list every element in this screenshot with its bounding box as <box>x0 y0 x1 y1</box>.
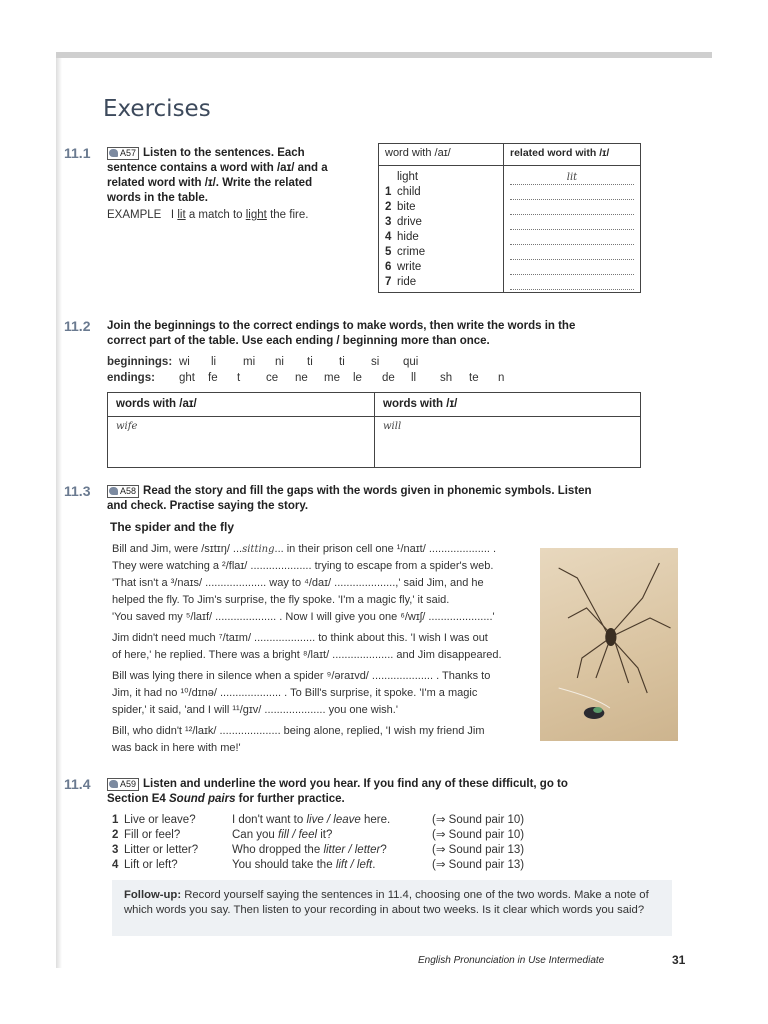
word-part: ll <box>411 372 417 384</box>
handwritten-answer: sitting <box>242 544 275 555</box>
sound-pair-reference: (⇒ Sound pair 13) <box>432 859 525 871</box>
word-part: n <box>498 372 505 384</box>
word-part: qui <box>403 356 419 368</box>
story-line: Jim didn't need much ⁷/taɪm/ .................... to think about this. 'I wish I was out <box>112 632 488 644</box>
word-part: fe <box>208 372 218 384</box>
table-row-word: 2 bite <box>385 201 416 213</box>
story-line: 'That isn't a ³/naɪs/ .................... way to ⁴/daɪ/ ....................,' said Jim, and he <box>112 577 484 589</box>
word-part: ce <box>266 372 279 384</box>
exercise-instructions: A57 Listen to the sentences. Each sentence contains a word with /aɪ/ and a related word with /ɪ/. Write the related words in the table. <box>107 147 328 204</box>
answer-blank[interactable] <box>510 245 634 260</box>
exercise-number: 11.3 <box>64 483 91 499</box>
page-top-edge <box>56 52 712 58</box>
word-part: le <box>353 372 362 384</box>
story-line: 'You saved my ⁵/laɪf/ .................... . Now I will give you one ⁶/wɪʃ/ .....................' <box>112 611 495 623</box>
word-part: me <box>324 372 340 384</box>
table-row-word: 5 crime <box>385 246 426 258</box>
word-parts: beginnings: wi li mi ni ti ti si qui endings: ght fe t ce ne me le de ll sh te n <box>107 354 527 386</box>
table-row-word: 1 child <box>385 186 421 198</box>
word-part: ght <box>179 372 195 384</box>
sort-table: words with /aɪ/ words with /ɪ/ wife will <box>107 392 641 468</box>
story-line: helped the fly. To Jim's surprise, the fly spoke. 'I'm a magic fly,' it said. <box>112 594 450 606</box>
answer-blank[interactable] <box>510 185 634 200</box>
story-line: They were watching a ²/flaɪ/ .................... trying to escape from a spider's web. <box>112 560 494 572</box>
table-row-word: 6 write <box>385 261 422 273</box>
pair-item: 1 Live or leave? I don't want to live / leave here. (⇒ Sound pair 10) <box>112 814 525 826</box>
exercise-number: 11.2 <box>64 318 91 334</box>
exercise-instructions: A59 Listen and underline the word you hear. If you find any of these difficult, go to Section E4 Sound pairs for further practice. <box>107 778 568 805</box>
word-part: te <box>469 372 479 384</box>
word-choice[interactable]: litter / letter <box>323 844 381 856</box>
word-table <box>378 143 641 293</box>
sound-pair-reference: (⇒ Sound pair 10) <box>432 829 525 841</box>
exercise-instructions: A58 Read the story and fill the gaps with the words given in phonemic symbols. Listen and check. Practise saying the story. <box>107 485 592 512</box>
exercise-instructions: Join the beginnings to the correct endings to make words, then write the words in the correct part of the table. Use each ending / beginning more than once. <box>107 320 576 347</box>
answer-blank[interactable] <box>510 260 634 275</box>
story-title: The spider and the fly <box>110 520 235 534</box>
book-title: English Pronunciation in Use Intermediate <box>418 955 605 966</box>
table-row-word: 3 drive <box>385 216 422 228</box>
story-line: spider,' it said, 'and I will ¹¹/gɪv/ .................... you one wish.' <box>112 704 398 716</box>
story-line: Bill was lying there in silence when a spider ⁹/əraɪvd/ .................... . Thanks to <box>112 670 491 682</box>
audio-track-badge[interactable]: A57 <box>107 147 139 160</box>
story-line: Bill, who didn't ¹²/laɪk/ .................... being alone, replied, 'I wish my friend Jim <box>112 725 485 737</box>
story-line: of here,' he replied. There was a bright ⁸/laɪt/ .................... and Jim disappeared. <box>112 649 502 661</box>
audio-track-badge[interactable]: A58 <box>107 485 139 498</box>
table-row-word: 4 hide <box>385 231 419 243</box>
story-line: Jim, it had no ¹⁰/dɪnə/ .................... . To Bill's surprise, it spoke. 'I'm a magic <box>112 687 478 699</box>
word-part: ti <box>307 356 313 368</box>
word-part: de <box>382 372 395 384</box>
sound-pair-reference: (⇒ Sound pair 10) <box>432 814 525 826</box>
table-row-word: light <box>397 171 419 183</box>
handwritten-answer: wife <box>108 417 375 468</box>
word-part: si <box>371 356 380 368</box>
page-binding-shadow <box>56 58 62 968</box>
word-part: ni <box>275 356 284 368</box>
follow-up-box: Follow-up: Record yourself saying the sentences in 11.4, choosing one of the two words. Make a note of which words you say. Then listen to your recording in about two weeks. Is it clear which words you said? <box>112 880 672 936</box>
word-part: li <box>211 356 217 368</box>
word-part: sh <box>440 372 453 384</box>
answer-blank[interactable]: lit <box>510 170 634 185</box>
table-row-word: 7 ride <box>385 276 417 288</box>
pair-item: 3 Litter or letter? Who dropped the litter / letter? (⇒ Sound pair 13) <box>112 844 525 856</box>
answer-blank[interactable] <box>510 215 634 230</box>
exercise-number: 11.1 <box>64 145 91 161</box>
word-part: t <box>237 372 241 384</box>
sound-pair-reference: (⇒ Sound pair 13) <box>432 844 525 856</box>
word-choice[interactable]: fill / feel <box>278 829 318 841</box>
word-choice[interactable]: lift / left <box>335 859 373 871</box>
handwritten-answer: will <box>375 417 641 468</box>
column-header: word with /aɪ/ <box>379 144 504 166</box>
story-text <box>112 541 532 757</box>
page-title: Exercises <box>103 96 211 122</box>
answer-blank[interactable] <box>510 200 634 215</box>
answer-blank[interactable] <box>510 230 634 245</box>
example: EXAMPLE I lit a match to light the fire. <box>107 209 309 221</box>
audio-track-badge[interactable]: A59 <box>107 778 139 791</box>
pair-item: 4 Lift or left? You should take the lift / left. (⇒ Sound pair 13) <box>112 859 525 871</box>
pair-item: 2 Fill or feel? Can you fill / feel it? (⇒ Sound pair 10) <box>112 829 525 841</box>
word-part: ti <box>339 356 345 368</box>
word-part: ne <box>295 372 308 384</box>
word-choice[interactable]: live / leave <box>306 814 361 826</box>
spider-photo <box>540 548 678 741</box>
story-line: Bill and Jim, were /sɪtɪŋ/ ...sitting... in their prison cell one ¹/naɪt/ .................... . <box>112 543 497 555</box>
answer-blank[interactable] <box>510 275 634 290</box>
word-part: wi <box>179 356 190 368</box>
word-part: mi <box>243 356 256 368</box>
column-header: related word with /ɪ/ <box>504 144 641 166</box>
page-number: 31 <box>672 953 686 967</box>
exercise-number: 11.4 <box>64 776 91 792</box>
story-line: was back in here with me!' <box>112 742 241 754</box>
